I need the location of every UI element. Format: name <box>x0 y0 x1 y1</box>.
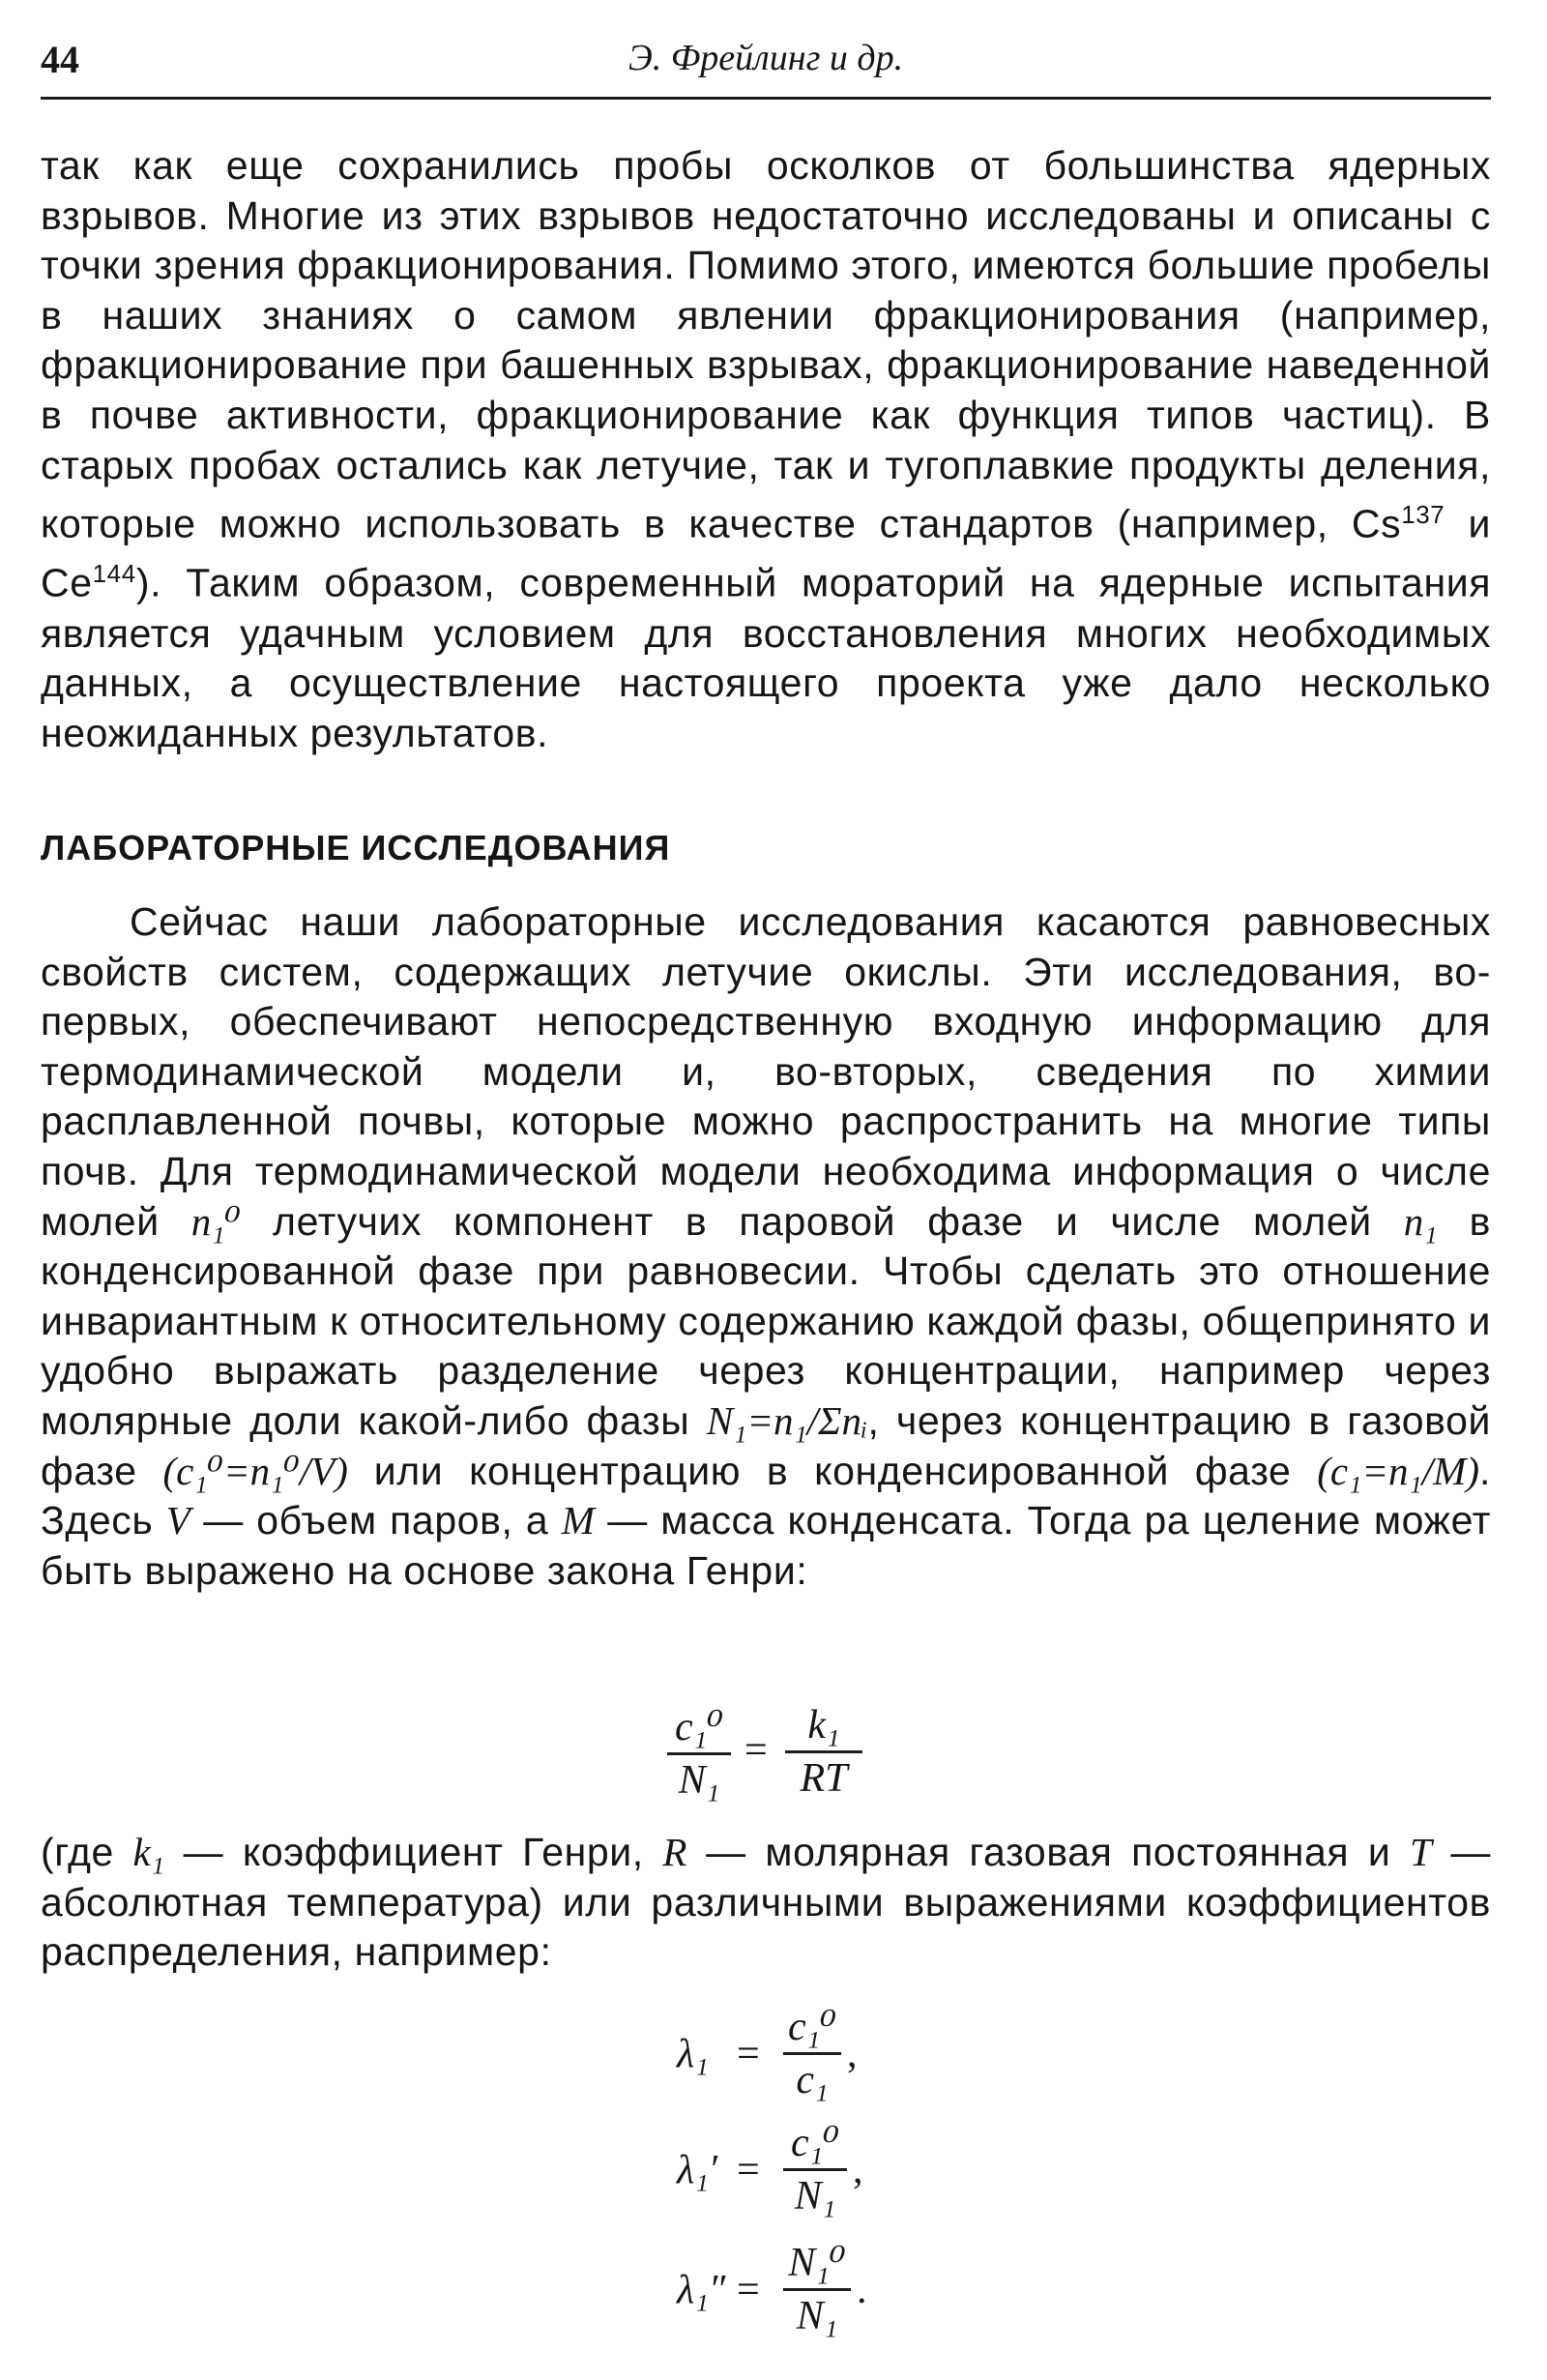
eq2-numerator: c₁⁰ <box>783 2002 841 2055</box>
eq2-punctuation: , <box>847 2032 858 2076</box>
eq4-equals: = <box>737 2268 760 2312</box>
math-gas-concentration: (c₁⁰=n₁⁰/V) <box>162 1448 348 1493</box>
p2-print-gap <box>1189 1498 1202 1543</box>
math-k1: k₁ <box>132 1830 164 1874</box>
eq4-numerator: N₁⁰ <box>783 2238 851 2291</box>
eq4-lhs: λ₁″ <box>677 2268 726 2312</box>
math-t: T <box>1409 1830 1432 1874</box>
math-v: V <box>165 1498 190 1543</box>
section-heading: ЛАБОРАТОРНЫЕ ИССЛЕДОВАНИЯ <box>41 828 671 867</box>
eq1-left-denominator: N₁ <box>678 1758 720 1803</box>
equation-lambda1-prime <box>677 2118 909 2224</box>
header-rule <box>41 97 1491 100</box>
isotope-cs-mass: 137 <box>1401 500 1445 530</box>
eq1-left-fraction <box>667 1702 731 1804</box>
eq4-denominator: N₁ <box>796 2294 838 2338</box>
math-mole-fraction: N₁=n₁/Σnᵢ <box>706 1397 868 1443</box>
p2-text-5: или концентрацию в конденсированной фазе <box>347 1448 1318 1493</box>
page-number: 44 <box>41 38 79 81</box>
eq3-numerator: c₁⁰ <box>783 2118 847 2171</box>
eq2-fraction <box>783 2002 841 2103</box>
eq3-denominator: N₁ <box>794 2174 836 2218</box>
eq3-punctuation: , <box>853 2148 863 2192</box>
p2-text-9: целение может быть выражено на основе закона Генри: <box>41 1498 1491 1593</box>
paragraph1-text: так как еще сохранились пробы осколков от большинства ядерных взрывов. Многие из этих взрывов недостаточно исследованы и описаны с точки зрения фракционирования. Помимо этого, имеются большие пробелы в наших знаниях о самом явлении фракционирования (например, фракционирование при башенных взрывах, фракционирование наведенной в почве активности, фракционирование как функция типов частиц). В старых пробах остались как летучие, так и тугоплавкие продукты деления, которые можно использовать в качестве стандартов (например, <box>41 143 1491 546</box>
eq2-equals: = <box>737 2032 760 2076</box>
math-r: R <box>662 1830 687 1874</box>
p2-text-2: летучих компонент в паровой фазе и числе молей <box>240 1198 1404 1244</box>
paragraph1-and: и <box>1445 501 1491 546</box>
equation-lambda1-double-prime <box>677 2238 909 2344</box>
running-head: Э. Фрейлинг и др. <box>628 38 904 78</box>
isotope-ce-mass: 144 <box>92 559 136 589</box>
p3-text-4: — абсолютная температура) или различными выражениями коэффициентов распределения, например: <box>41 1830 1492 1975</box>
eq1-left-numerator: c₁⁰ <box>667 1702 731 1755</box>
p2-text-4: , через концентрацию в газовой фазе <box>41 1397 1491 1493</box>
paragraph-continuation <box>41 141 1491 758</box>
eq2-denominator: c₁ <box>796 2058 829 2102</box>
p2-text-3: в конденсированной фазе при равновесии. Чтобы сделать это отношение инвариантным к относительному содержанию каждой фазы, общепринято и удобно выражать разделение через концентрации, например через молярные доли какой-либо фазы <box>41 1198 1491 1443</box>
p3-text-3: — молярная газовая постоянная и <box>686 1830 1410 1874</box>
eq4-punctuation: . <box>857 2268 867 2312</box>
eq2-lhs: λ₁ <box>677 2032 709 2076</box>
math-n1-0: n₁⁰ <box>190 1198 241 1244</box>
paragraph1-text-end: ). Таким образом, современный мораторий на ядерные испытания является удачным условием для восстановления многих необходимых данных, а осуществление настоящего проекта уже дало несколько неожиданных результатов. <box>41 561 1491 755</box>
eq1-right-fraction <box>785 1702 862 1802</box>
p3-text-2: — коэффициент Генри, <box>163 1830 663 1874</box>
equation-lambda1 <box>677 2002 909 2108</box>
equation-henry-law <box>667 1702 899 1808</box>
isotope-cs: Cs <box>1351 501 1402 546</box>
math-m: M <box>561 1498 595 1543</box>
eq1-right-numerator: k₁ <box>785 1702 862 1753</box>
p3-text-1: (где <box>41 1830 133 1874</box>
paragraph-lab-research <box>41 897 1491 1596</box>
eq3-lhs: λ₁′ <box>677 2148 717 2192</box>
eq1-equals: = <box>744 1728 768 1773</box>
math-n1: n₁ <box>1403 1198 1438 1244</box>
p2-text-8: — масса конденсата. Тогда ра <box>594 1498 1190 1543</box>
paragraph-henry-coefficient <box>41 1828 1491 1978</box>
p2-text-7: — объем паров, а <box>190 1498 562 1543</box>
eq3-fraction <box>783 2118 847 2219</box>
eq3-equals: = <box>737 2148 760 2192</box>
eq1-right-denominator: RT <box>800 1756 848 1801</box>
isotope-ce: Ce <box>41 561 93 606</box>
page-header <box>41 29 1491 91</box>
eq4-fraction <box>783 2238 851 2339</box>
p2-text-6: . Здесь <box>41 1448 1491 1543</box>
math-condensed-concentration: (c₁=n₁/M) <box>1317 1448 1479 1493</box>
p2-text-1: Сейчас наши лабораторные исследования касаются равновесных свойств систем, содержащих летучие окислы. Эти исследования, во-первых, обеспечивают непосредственную входную информацию для термодинамической модели и, во-вторых, сведения по химии расплавленной почвы, которые можно распространить на многие типы почв. Для термодинамической модели необходима информация о числе молей <box>41 899 1491 1244</box>
